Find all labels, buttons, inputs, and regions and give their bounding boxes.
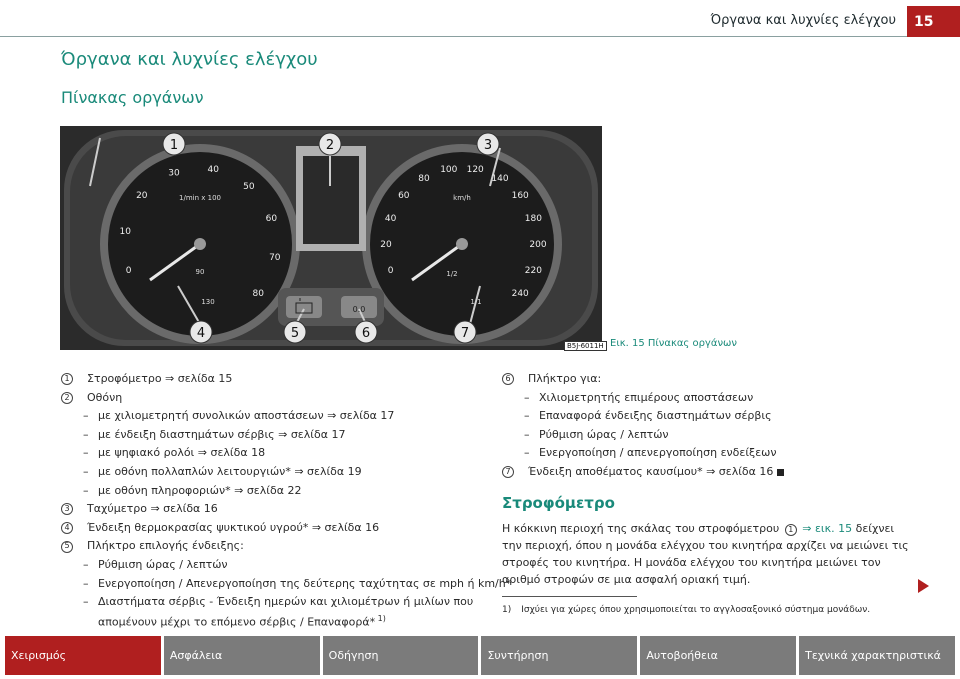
legend-item-2	[61, 389, 471, 408]
figure-code: B5J-6011H	[564, 341, 607, 351]
legend-subitem	[502, 444, 914, 463]
legend-item-7	[502, 463, 914, 482]
footnote: 1) Ισχύει για χώρες όπου χρησιμοποιείται το αγγλοσαξονικό σύστημα μονάδων.	[502, 605, 871, 616]
tacho-labels-tick: 40	[207, 165, 219, 176]
dash-bullet: –	[524, 409, 530, 423]
speedo-labels-tick: 220	[524, 266, 542, 276]
instrument-cluster-figure	[60, 126, 602, 354]
legend-subitem-text: με οθόνη πληροφοριών* ⇒ σελίδα 22	[98, 483, 302, 497]
dash-bullet: –	[524, 427, 530, 441]
dash-bullet: –	[83, 446, 89, 460]
callout-number: 6	[502, 373, 514, 385]
speedo-labels-tick: 120	[466, 165, 484, 176]
speedo-labels-tick: 100	[440, 165, 458, 176]
section-title: Όργανα και λυχνίες ελέγχου	[61, 49, 318, 70]
legend-subitem	[61, 593, 474, 612]
callout-ref-1: 1	[785, 524, 797, 536]
legend-subitem	[502, 389, 914, 408]
legend-subitem-text: με χιλιομετρητή συνολικών αποστάσεων ⇒ σελίδα 17	[98, 409, 395, 423]
tab-operation[interactable]: Χειρισμός	[5, 636, 161, 675]
running-header: Όργανα και λυχνίες ελέγχου	[710, 13, 896, 28]
callout-number: 3	[61, 503, 73, 515]
legend-text: Οθόνη	[87, 390, 123, 404]
figure-caption: Εικ. 15 Πίνακας οργάνων	[610, 338, 737, 349]
callout-number: 2	[61, 392, 73, 404]
callout-5	[284, 321, 306, 343]
tacho-labels-tick: 0	[125, 266, 132, 276]
legend-list-right	[502, 370, 914, 617]
legend-subitem	[61, 463, 471, 482]
legend-subitem-text: Χιλιομετρητής επιμέρους αποστάσεων	[539, 390, 754, 404]
tab-maintenance[interactable]: Συντήρηση	[481, 636, 637, 675]
tacho-labels-tick: 10	[119, 226, 131, 237]
legend-item-5	[61, 537, 471, 556]
callout-6	[355, 321, 377, 343]
legend-subitem-text: Ρύθμιση ώρας / λεπτών	[98, 557, 228, 571]
svg-text:7: 7	[460, 326, 470, 341]
temp-label-90: 90	[195, 268, 205, 276]
callout-number: 1	[61, 373, 73, 385]
speedo-labels-tick: 40	[384, 214, 397, 224]
legend-subitem	[61, 556, 471, 575]
svg-text:5: 5	[290, 326, 300, 341]
legend-text: Πλήκτρο για:	[528, 372, 602, 385]
tacho-labels-tick: 70	[269, 253, 281, 264]
legend-item-1	[61, 370, 471, 389]
rpm-heading: Στροφόμετρο	[502, 493, 615, 512]
legend-text: Πλήκτρο επιλογής ένδειξης:	[87, 539, 244, 553]
footnote-ref: 1)	[375, 613, 386, 623]
callout-number: 4	[61, 522, 73, 534]
legend-subitem	[61, 575, 512, 594]
callout-7	[454, 321, 476, 343]
speedo-labels-tick: 160	[511, 191, 529, 202]
legend-text: Ένδειξη αποθέματος καυσίμου* ⇒ σελίδα 16	[528, 464, 774, 478]
dash-bullet: –	[83, 464, 89, 478]
figure-reference[interactable]: ⇒ εικ. 15	[802, 522, 853, 536]
legend-text: Ταχύμετρο ⇒ σελίδα 16	[87, 502, 218, 516]
dash-bullet: –	[83, 409, 89, 423]
dash-bullet: –	[83, 427, 89, 441]
tab-driving[interactable]: Οδήγηση	[323, 636, 479, 675]
legend-subitem-text: Ενεργοποίηση / Απενεργοποίηση της δεύτερης ταχύτητας σε mph ή km/h*	[98, 576, 512, 590]
fuel-label-full: 1/1	[470, 298, 482, 306]
trip-button-label: 0.0	[352, 305, 366, 314]
speedo-labels-tick: 60	[398, 191, 410, 202]
tacho-labels-tick: 80	[252, 288, 264, 299]
tachometer-unit: 1/min x 100	[179, 194, 221, 202]
speedo-labels-tick: 180	[524, 214, 542, 224]
end-of-section-icon	[777, 469, 784, 476]
dash-bullet: –	[83, 483, 89, 497]
footer-nav	[5, 636, 955, 675]
legend-item-3	[61, 500, 471, 519]
fuel-label-half: 1/2	[446, 270, 458, 278]
legend-list-left	[61, 370, 512, 629]
legend-subitem	[61, 482, 471, 501]
speedo-labels-tick: 20	[380, 240, 392, 250]
legend-text: Στροφόμετρο ⇒ σελίδα 15	[87, 372, 233, 385]
speedo-labels-tick: 140	[491, 174, 509, 185]
subsection-title: Πίνακας οργάνων	[61, 88, 204, 107]
svg-text:2: 2	[325, 138, 335, 153]
tacho-labels-tick: 20	[136, 191, 148, 202]
dash-bullet: –	[524, 390, 530, 404]
svg-text:6: 6	[361, 326, 371, 341]
dash-bullet: –	[83, 595, 89, 609]
callout-number: 7	[502, 466, 514, 478]
speedo-labels-tick: 240	[511, 288, 529, 299]
legend-subitem	[61, 426, 471, 445]
legend-subitem	[61, 444, 471, 463]
legend-subitem-text: Ρύθμιση ώρας / λεπτών	[539, 427, 669, 441]
legend-subitem	[502, 407, 914, 426]
continue-arrow-icon	[918, 579, 929, 593]
footnote-divider	[502, 596, 637, 597]
speedo-labels-tick: 200	[529, 240, 547, 250]
speedo-labels-tick: 0	[387, 266, 394, 276]
tacho-labels-tick: 60	[265, 214, 278, 224]
tab-technical-data[interactable]: Τεχνικά χαρακτηριστικά	[799, 636, 955, 675]
speedometer-unit: km/h	[453, 194, 471, 202]
tab-safety[interactable]: Ασφάλεια	[164, 636, 320, 675]
legend-item-6	[502, 370, 914, 389]
legend-subitem-text: Ενεργοποίηση / απενεργοποίηση ενδείξεων	[539, 446, 777, 460]
rpm-paragraph: Η κόκκινη περιοχή της σκάλας του στροφόμετρου 1 ⇒ εικ. 15 δείχνει την περιοχή, όπου η μονάδα ελέγχου του κινητήρα αρχίζει να μειώνει τις στροφές του κινητήρα. Η μονάδα ελέγχου του κινητήρα μειώνει τον αριθμό στροφών σε μια ασφαλή οριακή τιμή.	[502, 522, 909, 587]
svg-text:3: 3	[483, 138, 493, 153]
callout-3	[477, 133, 499, 155]
svg-text:1: 1	[169, 138, 179, 153]
tab-self-help[interactable]: Αυτοβοήθεια	[640, 636, 796, 675]
tacho-labels-tick: 30	[168, 168, 180, 179]
svg-text:4: 4	[196, 326, 206, 341]
dash-bullet: –	[524, 446, 530, 460]
dash-bullet: –	[83, 557, 89, 571]
page-number: 15	[907, 6, 960, 37]
callout-4	[190, 321, 212, 343]
legend-text: Ένδειξη θερμοκρασίας ψυκτικού υγρού* ⇒ σελίδα 16	[87, 520, 380, 534]
dash-bullet: –	[83, 576, 89, 590]
callout-1	[163, 133, 185, 155]
callout-2	[319, 133, 341, 155]
legend-subitem	[61, 407, 471, 426]
legend-subitem-text: με ψηφιακό ρολόι ⇒ σελίδα 18	[98, 446, 266, 460]
legend-subitem-text: Διαστήματα σέρβις - Ένδειξη ημερών και χιλιομέτρων ή μιλίων που	[98, 595, 474, 609]
legend-item-4	[61, 519, 471, 538]
temp-label-130: 130	[201, 298, 215, 306]
legend-subitem-continuation: απομένουν μέχρι το επόμενο σέρβις / Επαναφορά* $^{1)}$	[98, 613, 386, 629]
legend-subitem-text: Επαναφορά ένδειξης διαστημάτων σέρβις	[539, 409, 772, 423]
speedo-labels-tick: 80	[418, 174, 430, 185]
callout-number: 5	[61, 541, 73, 553]
header-divider	[0, 36, 907, 37]
legend-subitem-text: με ένδειξη διαστημάτων σέρβις ⇒ σελίδα 17	[98, 427, 346, 441]
legend-subitem	[502, 426, 914, 445]
legend-subitem-text: με οθόνη πολλαπλών λειτουργιών* ⇒ σελίδα 19	[98, 464, 362, 478]
tacho-labels-tick: 50	[243, 181, 255, 192]
